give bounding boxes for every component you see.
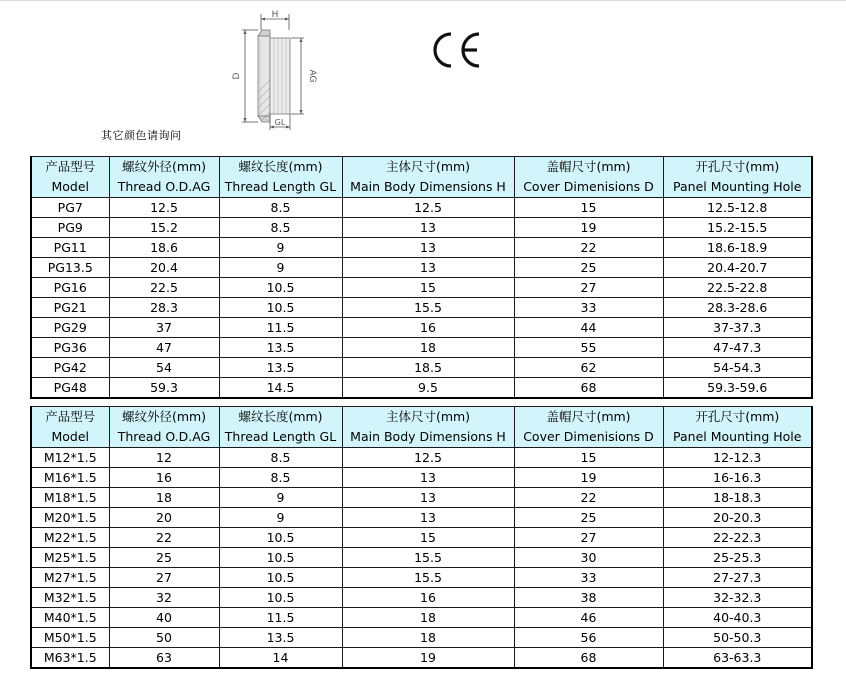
metric-spec-table: [30, 406, 813, 669]
main-body-cell: 15.5: [342, 298, 514, 318]
thread-length-cell: 14.5: [219, 378, 342, 399]
thread-length-cell: 8.5: [219, 218, 342, 238]
thread-od-cell: 63: [109, 648, 219, 669]
thread-od-cell: 54: [109, 358, 219, 378]
table-row: [31, 468, 812, 488]
main-body-cell: 9.5: [342, 378, 514, 399]
main-body-cell: 19: [342, 648, 514, 669]
top-divider: [0, 0, 846, 1]
cover-cell: 68: [514, 378, 663, 399]
main-body-cell: 12.5: [342, 198, 514, 218]
model-cell: M16*1.5: [31, 468, 109, 488]
model-cell: PG11: [31, 238, 109, 258]
header-cn-main-body: 主体尺寸(mm): [342, 407, 514, 428]
header-en-cover: Cover Dimenisions D: [514, 427, 663, 448]
thread-od-cell: 12: [109, 448, 219, 468]
model-cell: PG16: [31, 278, 109, 298]
thread-od-cell: 15.2: [109, 218, 219, 238]
mounting-hole-cell: 18-18.3: [663, 488, 812, 508]
thread-od-cell: 50: [109, 628, 219, 648]
table-row: [31, 338, 812, 358]
mounting-hole-cell: 50-50.3: [663, 628, 812, 648]
thread-length-cell: 8.5: [219, 198, 342, 218]
main-body-cell: 16: [342, 318, 514, 338]
cover-cell: 15: [514, 198, 663, 218]
model-cell: PG9: [31, 218, 109, 238]
main-body-cell: 18.5: [342, 358, 514, 378]
thread-length-cell: 9: [219, 508, 342, 528]
main-body-cell: 15.5: [342, 548, 514, 568]
thread-od-cell: 59.3: [109, 378, 219, 399]
model-cell: PG48: [31, 378, 109, 399]
model-cell: PG13.5: [31, 258, 109, 278]
table-row: [31, 608, 812, 628]
main-body-cell: 13: [342, 488, 514, 508]
thread-od-cell: 22: [109, 528, 219, 548]
cover-cell: 62: [514, 358, 663, 378]
mounting-hole-cell: 12-12.3: [663, 448, 812, 468]
mounting-hole-cell: 37-37.3: [663, 318, 812, 338]
main-body-cell: 16: [342, 588, 514, 608]
mounting-hole-cell: 18.6-18.9: [663, 238, 812, 258]
table-row: [31, 628, 812, 648]
table-row: [31, 528, 812, 548]
mounting-hole-cell: 12.5-12.8: [663, 198, 812, 218]
main-body-cell: 15.5: [342, 568, 514, 588]
model-cell: M25*1.5: [31, 548, 109, 568]
cover-cell: 68: [514, 648, 663, 669]
table-row: [31, 198, 812, 218]
mounting-hole-cell: 40-40.3: [663, 608, 812, 628]
table-row: [31, 648, 812, 669]
mounting-hole-cell: 22-22.3: [663, 528, 812, 548]
thread-od-cell: 32: [109, 588, 219, 608]
mounting-hole-cell: 47-47.3: [663, 338, 812, 358]
pg-spec-table: [30, 156, 813, 399]
cover-cell: 56: [514, 628, 663, 648]
thread-length-cell: 10.5: [219, 548, 342, 568]
header-cn-cover: 盖帽尺寸(mm): [514, 157, 663, 178]
cover-cell: 44: [514, 318, 663, 338]
header-cn-thread-length: 螺纹长度(mm): [219, 157, 342, 178]
cover-cell: 33: [514, 298, 663, 318]
model-cell: PG36: [31, 338, 109, 358]
cover-cell: 27: [514, 278, 663, 298]
table-row: [31, 548, 812, 568]
table-row: [31, 278, 812, 298]
header-en-cover: Cover Dimenisions D: [514, 177, 663, 198]
thread-od-cell: 22.5: [109, 278, 219, 298]
table-row: [31, 588, 812, 608]
header-row-en: [31, 177, 812, 198]
main-body-cell: 13: [342, 218, 514, 238]
thread-length-cell: 10.5: [219, 528, 342, 548]
model-cell: M63*1.5: [31, 648, 109, 669]
mounting-hole-cell: 15.2-15.5: [663, 218, 812, 238]
table-row: [31, 218, 812, 238]
thread-od-cell: 16: [109, 468, 219, 488]
table-row: [31, 258, 812, 278]
thread-length-cell: 10.5: [219, 298, 342, 318]
header-en-model: Model: [31, 177, 109, 198]
mounting-hole-cell: 27-27.3: [663, 568, 812, 588]
header-cn-model: 产品型号: [31, 407, 109, 428]
cover-cell: 55: [514, 338, 663, 358]
header-row-cn: [31, 407, 812, 428]
cover-cell: 15: [514, 448, 663, 468]
header-en-thread-length: Thread Length GL: [219, 427, 342, 448]
thread-length-cell: 8.5: [219, 448, 342, 468]
cover-cell: 19: [514, 218, 663, 238]
mounting-hole-cell: 25-25.3: [663, 548, 812, 568]
main-body-cell: 18: [342, 628, 514, 648]
thread-length-cell: 10.5: [219, 278, 342, 298]
drawing-label-gl: GL: [274, 118, 286, 127]
cover-cell: 30: [514, 548, 663, 568]
main-body-cell: 12.5: [342, 448, 514, 468]
cover-cell: 22: [514, 488, 663, 508]
table-row: [31, 568, 812, 588]
mounting-hole-cell: 54-54.3: [663, 358, 812, 378]
model-cell: PG29: [31, 318, 109, 338]
thread-length-cell: 9: [219, 488, 342, 508]
cover-cell: 22: [514, 238, 663, 258]
mounting-hole-cell: 59.3-59.6: [663, 378, 812, 399]
thread-od-cell: 20.4: [109, 258, 219, 278]
color-inquiry-note: 其它颜色请询问: [101, 129, 182, 142]
thread-length-cell: 9: [219, 238, 342, 258]
thread-od-cell: 20: [109, 508, 219, 528]
main-body-cell: 15: [342, 278, 514, 298]
table-row: [31, 488, 812, 508]
model-cell: M32*1.5: [31, 588, 109, 608]
header-cn-thread-od: 螺纹外径(mm): [109, 157, 219, 178]
header-cn-main-body: 主体尺寸(mm): [342, 157, 514, 178]
table-row: [31, 318, 812, 338]
header-en-thread-length: Thread Length GL: [219, 177, 342, 198]
thread-length-cell: 10.5: [219, 568, 342, 588]
model-cell: PG21: [31, 298, 109, 318]
header-cn-mounting-hole: 开孔尺寸(mm): [663, 157, 812, 178]
header-cn-thread-od: 螺纹外径(mm): [109, 407, 219, 428]
main-body-cell: 18: [342, 338, 514, 358]
header-en-main-body: Main Body Dimensions H: [342, 177, 514, 198]
header-cn-thread-length: 螺纹长度(mm): [219, 407, 342, 428]
cover-cell: 46: [514, 608, 663, 628]
header-en-mounting-hole: Panel Mounting Hole: [663, 427, 812, 448]
thread-length-cell: 11.5: [219, 608, 342, 628]
mounting-hole-cell: 63-63.3: [663, 648, 812, 669]
thread-od-cell: 18.6: [109, 238, 219, 258]
thread-od-cell: 40: [109, 608, 219, 628]
header-cn-model: 产品型号: [31, 157, 109, 178]
cover-cell: 25: [514, 258, 663, 278]
header-en-main-body: Main Body Dimensions H: [342, 427, 514, 448]
table-row: [31, 358, 812, 378]
model-cell: PG7: [31, 198, 109, 218]
main-body-cell: 13: [342, 468, 514, 488]
header-en-thread-od: Thread O.D.AG: [109, 177, 219, 198]
drawing-label-h: H: [271, 10, 279, 20]
header-cn-cover: 盖帽尺寸(mm): [514, 407, 663, 428]
thread-length-cell: 11.5: [219, 318, 342, 338]
mounting-hole-cell: 22.5-22.8: [663, 278, 812, 298]
main-body-cell: 18: [342, 608, 514, 628]
header-row-en: [31, 427, 812, 448]
main-body-cell: 15: [342, 528, 514, 548]
model-cell: M50*1.5: [31, 628, 109, 648]
thread-length-cell: 14: [219, 648, 342, 669]
table-row: [31, 298, 812, 318]
header-en-thread-od: Thread O.D.AG: [109, 427, 219, 448]
mounting-hole-cell: 20-20.3: [663, 508, 812, 528]
mounting-hole-cell: 20.4-20.7: [663, 258, 812, 278]
thread-length-cell: 13.5: [219, 358, 342, 378]
thread-od-cell: 25: [109, 548, 219, 568]
model-cell: M27*1.5: [31, 568, 109, 588]
model-cell: M40*1.5: [31, 608, 109, 628]
cover-cell: 27: [514, 528, 663, 548]
drawing-label-ag: AG: [307, 69, 317, 83]
model-cell: M12*1.5: [31, 448, 109, 468]
drawing-label-d: D: [232, 72, 242, 80]
thread-length-cell: 8.5: [219, 468, 342, 488]
thread-length-cell: 13.5: [219, 628, 342, 648]
thread-od-cell: 12.5: [109, 198, 219, 218]
plug-dimension-drawing: [218, 8, 318, 132]
thread-od-cell: 37: [109, 318, 219, 338]
header-en-model: Model: [31, 427, 109, 448]
header-cn-mounting-hole: 开孔尺寸(mm): [663, 407, 812, 428]
table-row: [31, 378, 812, 399]
mounting-hole-cell: 28.3-28.6: [663, 298, 812, 318]
cover-cell: 33: [514, 568, 663, 588]
main-body-cell: 13: [342, 258, 514, 278]
header-en-mounting-hole: Panel Mounting Hole: [663, 177, 812, 198]
mounting-hole-cell: 16-16.3: [663, 468, 812, 488]
ce-mark-logo: [428, 28, 484, 72]
cover-cell: 25: [514, 508, 663, 528]
model-cell: M20*1.5: [31, 508, 109, 528]
model-cell: M22*1.5: [31, 528, 109, 548]
thread-length-cell: 13.5: [219, 338, 342, 358]
model-cell: PG42: [31, 358, 109, 378]
thread-od-cell: 28.3: [109, 298, 219, 318]
main-body-cell: 13: [342, 508, 514, 528]
thread-od-cell: 18: [109, 488, 219, 508]
thread-length-cell: 10.5: [219, 588, 342, 608]
main-body-cell: 13: [342, 238, 514, 258]
cover-cell: 38: [514, 588, 663, 608]
header-row-cn: [31, 157, 812, 178]
model-cell: M18*1.5: [31, 488, 109, 508]
table-row: [31, 508, 812, 528]
thread-od-cell: 47: [109, 338, 219, 358]
thread-od-cell: 27: [109, 568, 219, 588]
table-row: [31, 448, 812, 468]
cover-cell: 19: [514, 468, 663, 488]
table-row: [31, 238, 812, 258]
mounting-hole-cell: 32-32.3: [663, 588, 812, 608]
thread-length-cell: 9: [219, 258, 342, 278]
